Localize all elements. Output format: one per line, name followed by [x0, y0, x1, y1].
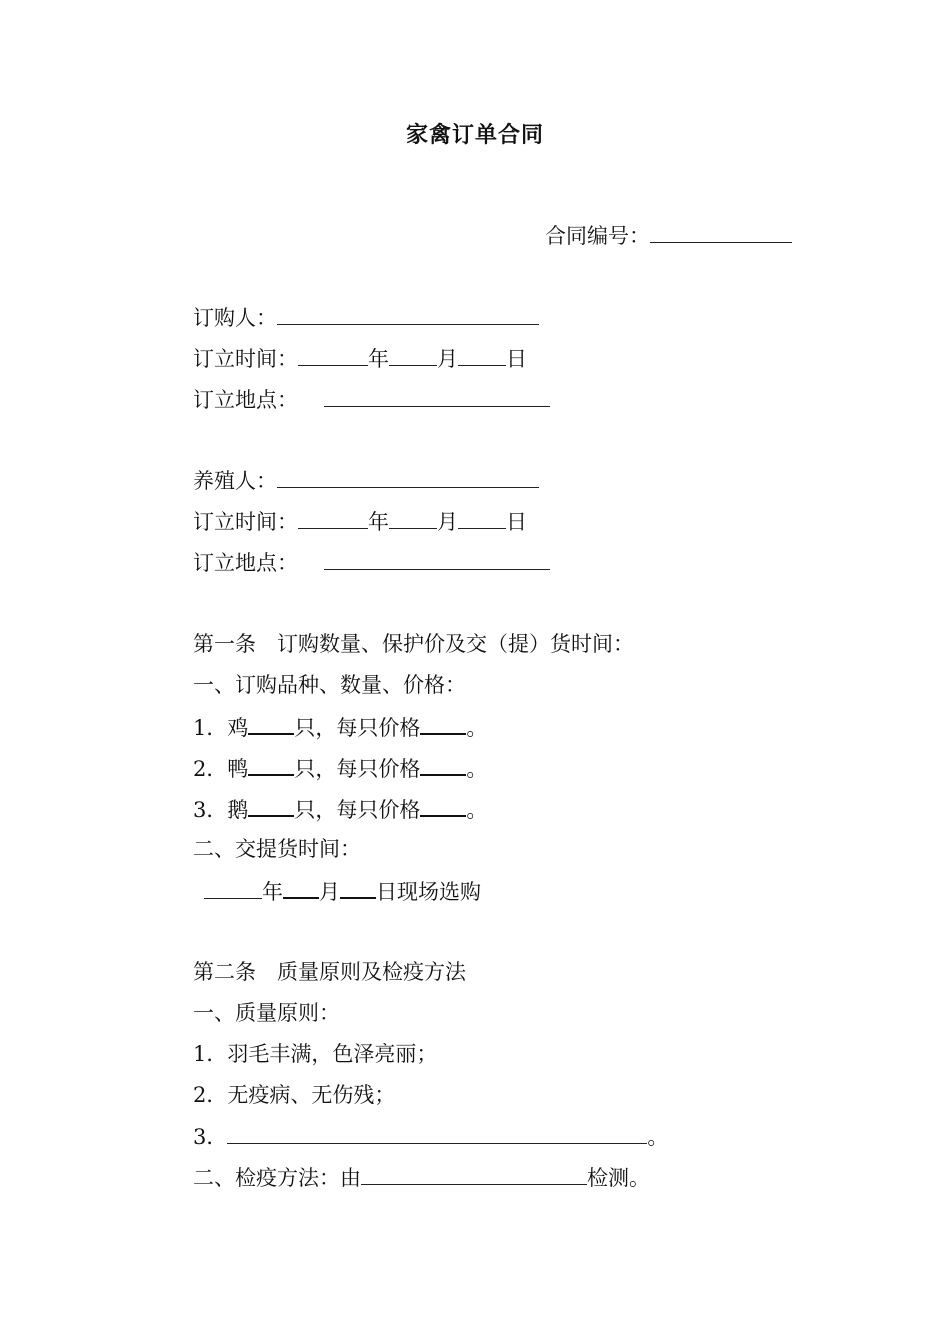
article1-sub1: 一、订购品种、数量、价格：	[193, 673, 466, 697]
duck-quantity-field[interactable]	[248, 754, 294, 776]
month-unit: 月	[319, 880, 340, 904]
item-number: 1．	[193, 716, 228, 740]
item-end: 。	[466, 716, 488, 740]
breeder-name-label: 养殖人：	[193, 469, 277, 493]
buyer-date-label: 订立时间：	[193, 347, 298, 371]
breeder-place-field[interactable]	[324, 549, 550, 570]
inspection-prefix: 二、检疫方法：由	[193, 1166, 361, 1190]
month-unit: 月	[437, 347, 458, 371]
breeder-year-field[interactable]	[298, 508, 368, 529]
duck-price-field[interactable]	[420, 754, 466, 776]
item-unit-text: 只，每只价格	[294, 798, 421, 822]
breeder-place-row	[193, 549, 550, 576]
buyer-place-row	[193, 386, 550, 413]
item-unit-text: 只，每只价格	[294, 716, 421, 740]
quality-item-3-end: 。	[647, 1125, 669, 1149]
article1-sub2: 二、交提货时间：	[193, 837, 361, 861]
delivery-month-field[interactable]	[283, 877, 319, 899]
order-item-chicken	[193, 713, 487, 741]
inspection-suffix: 检测。	[587, 1166, 650, 1190]
buyer-date-row	[193, 345, 527, 372]
quality-item-2: 2．无疫病、无伤残；	[193, 1083, 396, 1107]
buyer-name-label: 订购人：	[193, 306, 277, 330]
year-unit: 年	[368, 347, 389, 371]
breeder-day-field[interactable]	[458, 508, 506, 529]
buyer-month-field[interactable]	[389, 345, 437, 366]
chicken-quantity-field[interactable]	[248, 713, 294, 735]
year-unit: 年	[368, 510, 389, 534]
item-number: 3．	[193, 798, 228, 822]
chicken-price-field[interactable]	[420, 713, 466, 735]
delivery-day-field[interactable]	[340, 877, 376, 899]
month-unit: 月	[437, 510, 458, 534]
article1-heading: 第一条 订购数量、保护价及交（提）货时间：	[193, 632, 634, 656]
item-number: 2．	[193, 757, 228, 781]
goose-price-field[interactable]	[420, 795, 466, 817]
article2-sub1: 一、质量原则：	[193, 1001, 340, 1025]
day-unit: 日	[506, 510, 527, 534]
buyer-place-label: 订立地点：	[193, 388, 298, 412]
item-animal: 鸡	[227, 716, 249, 740]
article2-heading: 第二条 质量原则及检疫方法	[193, 960, 466, 984]
contract-number-label: 合同编号：	[545, 224, 650, 248]
buyer-name-row	[193, 304, 539, 331]
item-animal: 鸭	[227, 757, 249, 781]
quality-item-3-field[interactable]	[227, 1123, 647, 1144]
day-unit: 日	[506, 347, 527, 371]
order-item-duck	[193, 754, 487, 782]
quality-item-1: 1．羽毛丰满，色泽亮丽；	[193, 1042, 438, 1066]
goose-quantity-field[interactable]	[248, 795, 294, 817]
contract-number-row	[545, 222, 792, 249]
delivery-year-field[interactable]	[204, 878, 262, 899]
breeder-name-row	[193, 467, 539, 494]
item-unit-text: 只，每只价格	[294, 757, 421, 781]
buyer-name-field[interactable]	[277, 304, 539, 325]
inspection-agency-field[interactable]	[361, 1164, 587, 1185]
delivery-suffix: 日现场选购	[376, 880, 481, 904]
item-animal: 鹅	[227, 798, 249, 822]
buyer-year-field[interactable]	[298, 345, 368, 366]
buyer-place-field[interactable]	[324, 386, 550, 407]
contract-number-field[interactable]	[650, 222, 792, 243]
quality-item-3-number: 3．	[193, 1125, 228, 1149]
order-item-goose	[193, 795, 487, 823]
document-title: 家禽订单合同	[405, 122, 544, 148]
breeder-name-field[interactable]	[277, 467, 539, 488]
year-unit: 年	[262, 880, 283, 904]
inspection-method-row	[193, 1164, 650, 1191]
delivery-date-row	[204, 877, 481, 905]
item-end: 。	[466, 757, 488, 781]
breeder-date-row	[193, 508, 527, 535]
item-end: 。	[466, 798, 488, 822]
breeder-place-label: 订立地点：	[193, 551, 298, 575]
breeder-date-label: 订立时间：	[193, 510, 298, 534]
breeder-month-field[interactable]	[389, 508, 437, 529]
quality-item-3	[193, 1123, 668, 1150]
buyer-day-field[interactable]	[458, 345, 506, 366]
